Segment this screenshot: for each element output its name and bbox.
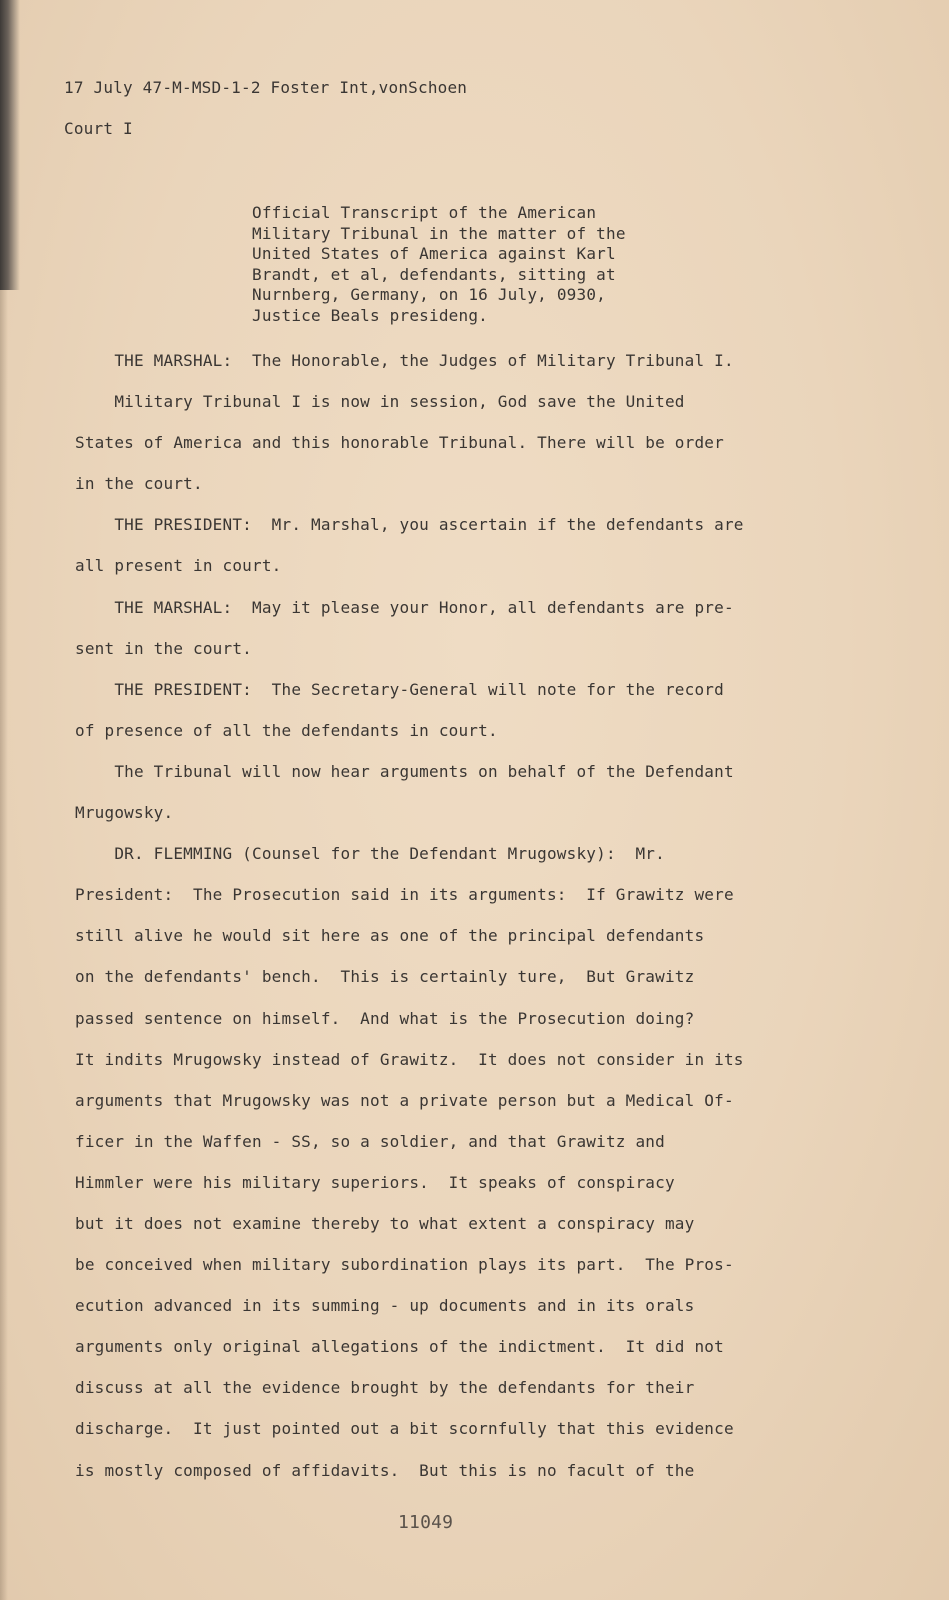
transcript-line: The Tribunal will now hear arguments on behalf of the Defendant <box>75 761 734 781</box>
transcript-line: Himmler were his military superiors. It speaks of conspiracy <box>75 1172 675 1192</box>
edge-shading <box>0 290 8 1600</box>
transcript-line: passed sentence on himself. And what is the Prosecution doing? <box>75 1008 695 1028</box>
transcript-line: ecution advanced in its summing - up documents and in its orals <box>75 1296 695 1316</box>
transcript-line: THE PRESIDENT: The Secretary-General will note for the record <box>75 679 724 699</box>
transcript-caption: Official Transcript of the American Military Tribunal in the matter of the United States of America against Karl Brandt, et al, defendants, sitting at Nurnberg, Germany, on 16 July, 0930, Justice Beals presideng. <box>252 203 626 325</box>
transcript-line: It indits Mrugowsky instead of Grawitz. It does not consider in its <box>75 1049 744 1069</box>
transcript-line: States of America and this honorable Tribunal. There will be order <box>75 433 724 453</box>
binding-shadow <box>0 0 20 290</box>
document-reference: 17 July 47-M-MSD-1-2 Foster Int,vonSchoen <box>64 78 468 97</box>
transcript-line: Military Tribunal I is now in session, God save the United <box>75 392 685 412</box>
transcript-body <box>75 340 744 1491</box>
transcript-line: THE MARSHAL: The Honorable, the Judges of Military Tribunal I. <box>75 351 734 370</box>
transcript-line: still alive he would sit here as one of the principal defendants <box>75 926 705 946</box>
court-label: Court I <box>64 119 133 138</box>
transcript-line: arguments only original allegations of the indictment. It did not <box>75 1337 724 1357</box>
transcript-line: all present in court. <box>75 556 282 576</box>
transcript-line: DR. FLEMMING (Counsel for the Defendant Mrugowsky): Mr. <box>75 844 665 864</box>
transcript-line: sent in the court. <box>75 638 252 658</box>
transcript-line: THE PRESIDENT: Mr. Marshal, you ascertain if the defendants are <box>75 515 744 535</box>
transcript-line: but it does not examine thereby to what extent a conspiracy may <box>75 1213 695 1233</box>
page-number: 11049 <box>398 1512 454 1533</box>
transcript-line: arguments that Mrugowsky was not a private person but a Medical Of- <box>75 1090 734 1110</box>
transcript-line: in the court. <box>75 474 203 494</box>
transcript-line: be conceived when military subordination plays its part. The Pros- <box>75 1255 734 1275</box>
transcript-line: Mrugowsky. <box>75 803 174 823</box>
transcript-line: of presence of all the defendants in court. <box>75 720 498 740</box>
transcript-line: THE MARSHAL: May it please your Honor, all defendants are pre- <box>75 597 734 617</box>
transcript-line: is mostly composed of affidavits. But this is no facult of the <box>75 1460 695 1480</box>
transcript-line: discharge. It just pointed out a bit scornfully that this evidence <box>75 1419 734 1439</box>
transcript-line: ficer in the Waffen - SS, so a soldier, and that Grawitz and <box>75 1131 665 1151</box>
transcript-line: discuss at all the evidence brought by the defendants for their <box>75 1378 695 1398</box>
transcript-line: President: The Prosecution said in its arguments: If Grawitz were <box>75 885 734 905</box>
transcript-line: on the defendants' bench. This is certainly ture, But Grawitz <box>75 967 695 987</box>
